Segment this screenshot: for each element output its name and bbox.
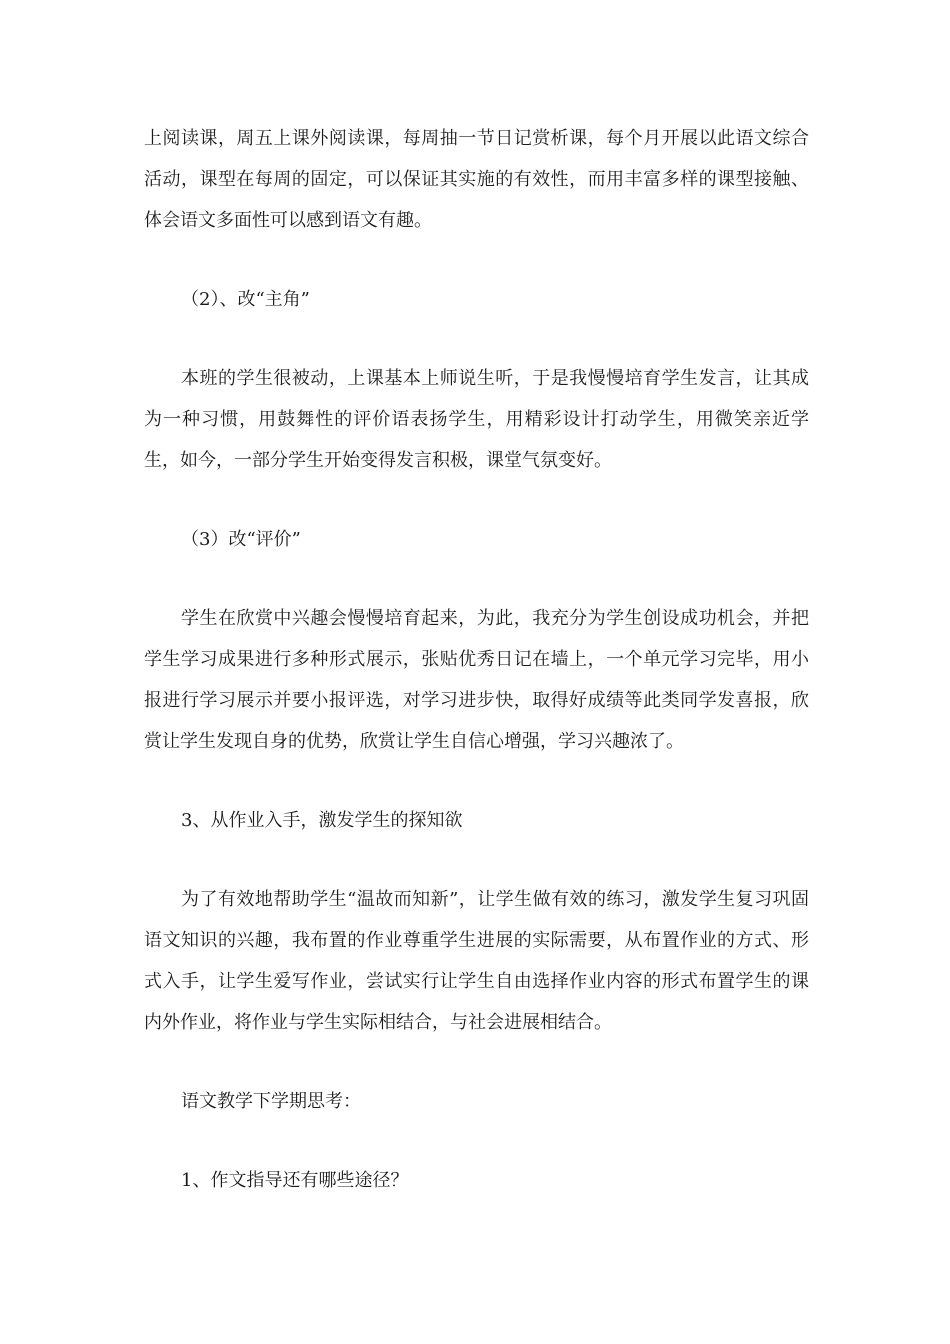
paragraph-homework-practice: 为了有效地帮助学生“温故而知新”，让学生做有效的练习，激发学生复习巩固语文知识的兴趣，我布置的作业尊重学生进展的实际需要，从布置作业的方式、形式入手，让学生爱写作业，尝试实行让学生自由选择作业内容的形式布置学生的课内外作业，将作业与学生实际相结合，与社会进展相结合。 <box>144 889 809 1033</box>
heading-question-writing: 1、作文指导还有哪些途径？ <box>181 1170 409 1191</box>
heading-change-evaluation: （3）改“评价” <box>181 529 301 550</box>
document-body <box>144 118 809 1201</box>
paragraph-gap <box>144 841 809 879</box>
paragraph-gap <box>144 762 809 800</box>
heading-change-role: （2）、改“主角” <box>181 289 310 310</box>
heading-reflection: 语文教学下学期思考： <box>181 1091 361 1112</box>
paragraph-appreciation: 学生在欣赏中兴趣会慢慢培育起来，为此，我充分为学生创设成功机会，并把学生学习成果进行多种形式展示，张贴优秀日记在墙上，一个单元学习完毕，用小报进行学习展示并要小报评选，对学习进步快，取得好成绩等此类同学发喜报，欣赏让学生发现自身的优势，欣赏让学生自信心增强，学习兴趣浓了。 <box>144 608 809 752</box>
paragraph-course-types: 上阅读课，周五上课外阅读课，每周抽一节日记赏析课，每个月开展以此语文综合活动，课型在每周的固定，可以保证其实施的有效性，而用丰富多样的课型接触、体会语文多面性可以感到语文有趣。 <box>144 128 809 231</box>
paragraph-gap <box>144 241 809 279</box>
heading-homework: 3、从作业入手，激发学生的探知欲 <box>181 810 463 831</box>
paragraph-gap <box>144 560 809 598</box>
paragraph-gap <box>144 1043 809 1081</box>
paragraph-student-speaking: 本班的学生很被动，上课基本上师说生听，于是我慢慢培育学生发言，让其成为一种习惯，用鼓舞性的评价语表扬学生，用精彩设计打动学生，用微笑亲近学生，如今，一部分学生开始变得发言积极，课堂气氛变好。 <box>144 368 809 471</box>
paragraph-gap <box>144 320 809 358</box>
paragraph-gap <box>144 481 809 519</box>
paragraph-gap <box>144 1122 809 1160</box>
